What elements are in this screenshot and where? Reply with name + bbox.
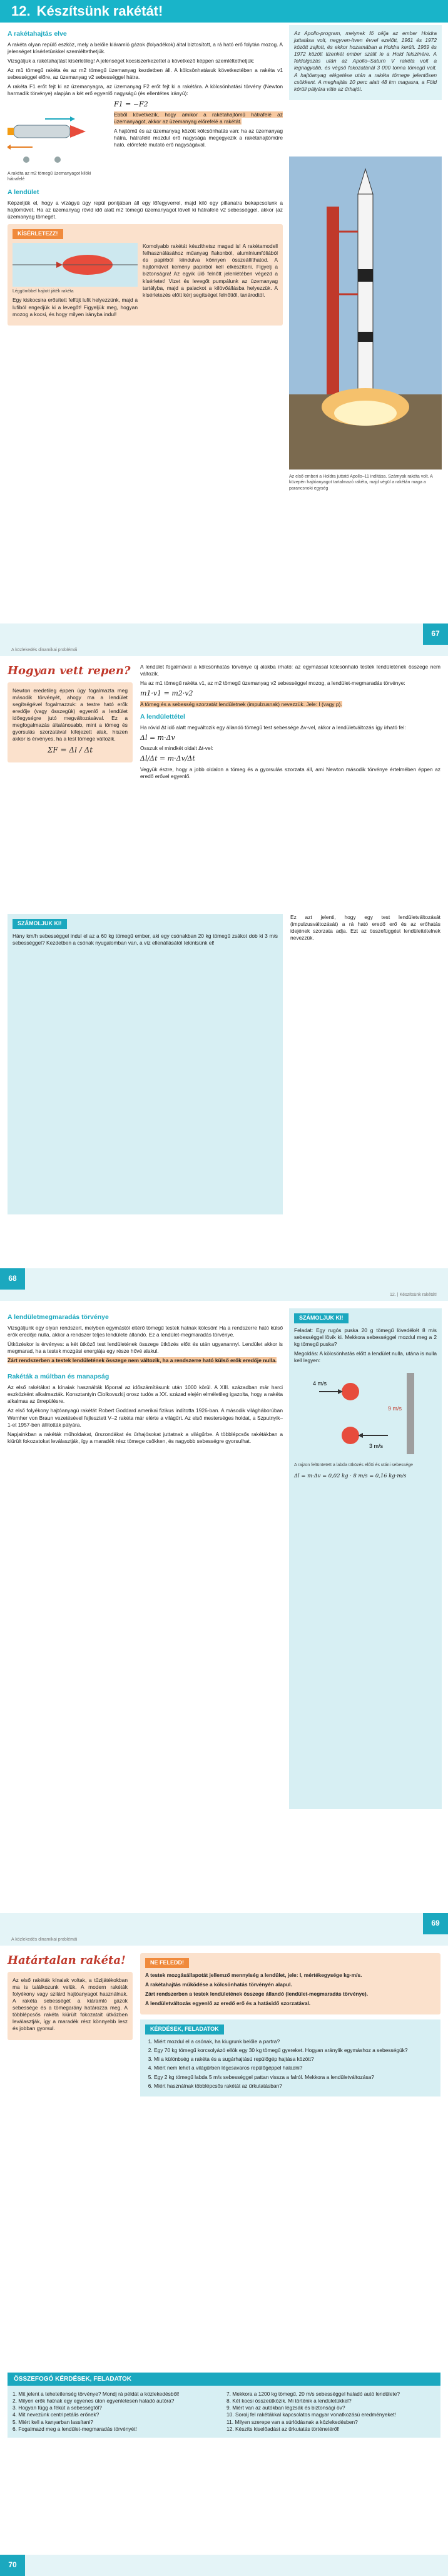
velocity-label: 9 m/s (388, 1405, 402, 1412)
footer-bar (0, 623, 423, 645)
sidebar-text: Az Apollo-program, melynek fő célja az ember Holdra juttatása volt, negyven-itven évvel ezelőtt, 1961 és 1972 között zajlott, és ekkor hozamában a Holdra került. 1969 és 1972 között tizenkét ember szállt le a Hold felszínére. A feldolgozás után az Apollo–Saturn V rakéta volt a legnagyobb, és végső fokozatánál 3 000 tonna tömegű volt. A hajtóanyag elégetése után a rakéta tömege jelentősen csökkent. A meghajtás 10 perc alatt 48 km magasra, a Föld körüli pályára vitte az űrhajót. (294, 30, 437, 92)
note-box (140, 1953, 440, 2014)
footer-bar (25, 2555, 448, 2576)
paragraph: Az első rakétákat a kínaiak használták lőporral az időszámításunk után 1000 körül. A XIII. században már harci eszközként alkalmazták. Konsztantyin Ciolkovszkij orosz tudós a XX. század elején elméletileg igazolta, hogy a rakéta alkalmas az űrrepülésre. (8, 1384, 283, 1405)
side-text: Az első rakéták kínaiak voltak, a tűzijátékokban ma is találkozunk velük. A modern rakéták folyékony vagy szilárd hajtóanyagot használnak. A rakéta sebességét a kiáramló gázok sebessége és a tömegarány határozza meg. A többlépcsős rakéta kiürült fokozatait útközben leválasztják, így a maradék rész könnyebb lesz és jobban gyorsul. (13, 1976, 128, 2032)
paragraph: Vegyük észre, hogy a jobb oldalon a tömeg és a gyorsulás szorzata áll, ami Newton második törvénye értelmében éppen az eredő erővel egyenlő. (140, 766, 440, 780)
note-text: A testek mozgásállapotát jellemző mennyiség a lendület, jele: I, mértékegysége kg·m/s. (145, 1971, 362, 1978)
page-68 (0, 645, 448, 1290)
paragraph: Ütközéskor is érvényes: a két ütköző test lendületének összege ütközés előtt és után ugyanannyi. Lendület akkor is megmarad, ha a testek mozgási energiája egy része hővé alakul. (8, 1341, 283, 1355)
questions-box (140, 2019, 440, 2096)
paragraph: A lendület fogalmával a kölcsönhatás törvénye új alakba írható: az egymással kölcsönható testek lendületének összege nem változik. (140, 664, 440, 677)
calc-box (8, 914, 283, 1214)
page-number: 69 (423, 1913, 448, 1934)
section-title: A lendülettétel (140, 712, 185, 721)
note-text: Zárt rendszerben a testek lendületének összege állandó (lendület-megmaradás törvénye). (145, 1991, 369, 1998)
experiment-caption: Léggömbbel hajtott játék rakéta (13, 289, 74, 294)
summary-section (8, 2373, 440, 2438)
question-item: 2. Egy 70 kg tömegű korcsolyázó ellök egy 30 kg tömegű gyereket. Hogyan aránylik egymáshoz a sebességük? (154, 2047, 435, 2054)
paragraph: A rakéta olyan repülő eszköz, mely a belőle kiáramló gázok (folyadékok) által biztosított, a rá ható erő folytán mozog. A jelenséget kísérletünkkel szemléltethetjük. (8, 41, 283, 54)
side-text: Newton eredetileg éppen úgy fogalmazta meg második törvényét, ahogy ma a lendület segítségével fogalmazzuk: a testre ható erők eredője (vagy összegük) egyenlő a lendület időegységre jutó megváltozásával. Ez a megfogalmazás általánosabb, mint a tömeg és gyorsulás szorzatával kifejezett alak, hiszen akkor is érvényes, ha a test tömege változik. (13, 687, 128, 742)
page-number: 68 (0, 1268, 25, 1290)
running-header: 12. | Készítsünk rakétát! (0, 1290, 448, 1301)
question-item: 1. Miért mozdul el a csónak, ha kiugrunk belőle a partra? (154, 2038, 435, 2045)
page-67 (0, 0, 448, 645)
main-column (8, 25, 283, 326)
footer-bar (25, 1268, 448, 1290)
experiment-tag: KÍSÉRLETEZZ! (13, 229, 63, 239)
figure-caption: A rajzon feltüntetett a labda ütközés előtti és utáni sebessége (294, 1463, 413, 1468)
running-header: A közlekedés dinamikai problémái (0, 1934, 448, 1946)
calc-text: Feladat: Egy rugós puska 20 g tömegű lövedékét 8 m/s sebességgel lövik ki. Mekkora sebességgel mozdul meg a 2 kg tömegű puska? (294, 1326, 437, 1348)
equation: F1 = −F2 (114, 100, 148, 108)
paragraph: Az m1 tömegű rakéta és az m2 tömegű üzemanyag kezdetben áll. A kölcsönhatásuk következtében a rakéta v1 sebességgel előre, az üzemanyag v2 sebességgel hátra. (8, 67, 283, 81)
section-title: A rakétahajtás elve (8, 30, 67, 38)
paragraph: Vizsgáljuk a rakétahajtást kísérletileg! A jelenséget kocsiszerkezettel a következő képpen szemléltethetjük: (8, 58, 255, 64)
summary-right: 7. Mekkora a 1200 kg tömegű, 20 m/s sebességgel haladó autó lendülete? 8. Két kocsi összeütközik. Mi történik a lendületükkel? 9. Miért van az autókban légzsák és biztonsági öv? 10. Sorolj fel rakétákkal kapcsolatos magyar vonatkozású eredményeket! 11. Milyen szerepe van a súrlódásnak a közlekedésben? 12. Készíts kiselőadást az űrkutatás történetéről! (227, 2391, 400, 2432)
question-item: 6. Miért használnak többlépcsős rakétát az űrkutatásban? (154, 2083, 435, 2090)
note-text: A rakétahajtás működése a kölcsönhatás törvényén alapul. (145, 1981, 292, 1988)
highlight: Ebből következik, hogy amikor a rakétahajtómű hátrafelé az üzemanyagot, akkor az üzemanyag előrefelé a rakétát. (114, 111, 283, 125)
questions-tag: KÉRDÉSEK, FELADATOK (145, 2024, 224, 2035)
section-title: Rakéták a múltban és manapság (8, 1373, 109, 1381)
calc-equation: Δl = m·Δv = 0,02 kg · 8 m/s = 0,16 kg·m/s (294, 1472, 407, 1479)
question-item: 5. Egy 2 kg tömegű labda 5 m/s sebességgel pattan vissza a falról. Mekkora a lendületváltozása? (154, 2074, 435, 2081)
velocity-label: 3 m/s (369, 1443, 384, 1450)
section-title: A lendületmegmaradás törvénye (8, 1313, 109, 1321)
note-text: A lendületváltozás egyenlő az eredő erő és a hatásidő szorzatával. (145, 2000, 311, 2007)
paragraph: Az első folyékony hajtóanyagú rakétát Robert Goddard amerikai fizikus indította 1926-ban. A második világháborúban Wernher von Braun vezetésével fejlesztett V–2 rakéta már elérte a világűrt. Az első mesterséges holdat, a Szputnyik–1-et 1957-ben állították pályára. (8, 1407, 283, 1428)
main-column (140, 1953, 440, 2096)
side-column (8, 1953, 133, 2040)
calc-side (290, 914, 440, 944)
paragraph (114, 111, 283, 125)
experiment-right (138, 243, 278, 321)
calc-text: Megoldás: A kölcsönhatás előtt a lendület nulla, utána is nulla kell legyen: (294, 1350, 437, 1364)
velocity-label: 4 m/s (313, 1380, 327, 1387)
main-column (8, 1308, 283, 1447)
paragraph: A hajtómű és az üzemanyag között kölcsönhatás van: ha az üzemanyag hátra, hátrafelé mozdul erő nagysága megegyezik a rakétahajtóműre ható, előrefelé mutató erő nagyságával. (114, 128, 283, 148)
paragraph (140, 701, 440, 708)
calc-side-text: Ez azt jelenti, hogy egy test lendületváltozását (impulzusváltozását) a rá ható eredő erő és az erőhatás idejének szorzata adja. Ezt az összefüggést lendülettételnek nevezzük. (290, 914, 440, 942)
question-item: 3. Mi a különbség a rakéta és a sugárhajtású repülőgép hajtása között? (154, 2056, 435, 2063)
apollo-photo (289, 157, 442, 491)
summary-left: 1. Mit jelent a tehetetlenség törvénye? Mondj rá példát a közlekedésből! 2. Milyen erők hatnak egy egyenes úton egyenletesen haladó autóra? 3. Hogyan függ a fékút a sebességtől? 4. Mit nevezünk centripetális erőnek? 5. Miért kell a kanyarban lassítani? 6. Fogalmazd meg a lendület-megmaradás törvényét! (13, 2391, 180, 2432)
running-header: A közlekedés dinamikai problémái (0, 645, 448, 656)
calc-text: Hány km/h sebességgel indul el az a 60 kg tömegű ember, aki egy csónakban 20 kg tömegű zsákot dob ki 3 m/s sebességgel? Kezdetben a csónak nyugalomban van, a víz ellenállásától tekintsünk el! (13, 932, 278, 946)
experiment-left (13, 243, 138, 321)
side-formula: ΣF = Δl / Δt (47, 745, 93, 754)
experiment-row (13, 243, 278, 321)
paragraph: Képzeljük el, hogy a vízágyú úgy repül pontjában áll egy lőfegyverrel, majd kilő egy pillanatra bekapcsolunk a hajtóművet. Ha az üzemanyag rövid idő alatt m2 tömegű üzemanyagot lövell ki hátrafelé v2 sebességgel, akkor (az üzemanyag tömegét. (8, 199, 283, 220)
calc-box (289, 1308, 442, 1809)
note-tag: NE FELEDD! (145, 1958, 189, 1968)
page-number: 67 (423, 623, 448, 645)
sidebar-apollo (289, 25, 442, 100)
handwritten-title: Hogyan vett repen? (8, 664, 131, 677)
chapter-number: 12. (11, 3, 31, 19)
figure-caption: A rakéta az m2 tömegű üzemanyagot kilöki hátrafelé (8, 171, 91, 182)
page-number: 70 (0, 2555, 25, 2576)
side-box (8, 682, 133, 763)
equation: Δl/Δt = m·Δv/Δt (140, 754, 195, 763)
experiment-text: Komolyabb rakétát készíthetsz magad is! A rakétamodell felhasználásához műanyag flakonból, alumíniumfóliából és papírból kiindulva könnyen összeállíthatod. A hajtóművet kemény papírból kell elkészíteni. Figyelj a biztonságra! Az egyik ülő felnőtt jelenlétében végezd a kísérletet! Vizet és levegőt pumpálunk az üzemanyag tartályba, majd a palackot a kilövőállásba helyezzük. A kísérletezés előtt kérj segítséget felnőttől, tanárodtól. (143, 243, 278, 298)
figure-row (8, 100, 283, 183)
paragraph: Ha rövid Δt idő alatt megváltozik egy állandó tömegű test sebessége Δv-vel, akkor a lendületváltozás így írható fel: (140, 724, 406, 731)
side-box (8, 1972, 133, 2040)
balloon-rocket-illustration (13, 243, 138, 287)
questions-list (145, 2038, 435, 2090)
paragraph (8, 1357, 283, 1364)
experiment-box (8, 224, 283, 325)
experiment-text: Egy kiskocsira erősített felfújt lufit helyezzünk, majd a lufiból engedjük ki a levegőt! Figyeljük meg, hogyan mozog a kocsi, és hogy milyen irányba indul! (13, 297, 138, 317)
page-69 (0, 1290, 448, 1934)
main-column (140, 664, 440, 783)
rocket-diagram (8, 100, 108, 169)
equation: m1·v1 = m2·v2 (140, 689, 193, 698)
footer-bar (0, 1913, 423, 1934)
section-title: A lendület (8, 188, 39, 197)
rocket-figure (8, 100, 108, 183)
paragraph: Osszuk el mindkét oldalt Δt-vel: (140, 745, 213, 752)
summary-body (8, 2386, 440, 2438)
paragraph: Ha az m1 tömegű rakéta v1, az m2 tömegű üzemanyag v2 sebességgel mozog, a lendület-megmaradás törvénye: (140, 680, 405, 687)
question-item: 4. Miért nem lehet a világűrben légcsavaros repülőgéppel haladni? (154, 2065, 435, 2071)
paragraph: Napjainkban a rakéták műholdakat, űrszondákat és űrhajósokat juttatnak a világűrbe. A többlépcsős rakétákban a kiürült fokozatokat leválasztják, így a maradék rész tömege csökken, és nagyobb sebességre gyorsulhat. (8, 1430, 283, 1444)
highlight: Zárt rendszerben a testek lendületének összege nem változik, ha a rendszerre ható külső erők eredője nulla. (8, 1357, 277, 1364)
chapter-header (0, 0, 448, 23)
summary-tag: ÖSSZEFOGÓ KÉRDÉSEK, FELADATOK (8, 2373, 440, 2386)
side-column (8, 664, 133, 762)
equation: Δl = m·Δv (140, 733, 175, 742)
paragraph: Vizsgáljunk egy olyan rendszert, melyben egymástól eltérő tömegű testek hatnak kölcsön! Ha a rendszerre ható külső erők eredője nulla, akkor a rendszer teljes lendülete állandó. Ez a lendület-megmaradás törvénye. (8, 1324, 283, 1338)
handwritten-title: Határtalan rakéta! (8, 1954, 126, 1967)
paragraph: A rakéta F1 erőt fejt ki az üzemanyagra, az üzemanyag F2 erőt fejt ki a rakétára. A kölcsönhatási törvény (Newton harmadik törvénye) alapján a két erő egyenlő nagyságú (és ellentétes irányú): (8, 83, 283, 97)
calc-tag: SZÁMOLJUK KI! (13, 919, 67, 929)
page-70 (0, 1934, 448, 2576)
highlight: A tömeg és a sebesség szorzatát lendületnek (impulzusnak) nevezzük. Jele: I (vagy p). (140, 700, 342, 707)
apollo-rocket-image (289, 157, 442, 470)
ball-collision-diagram (294, 1367, 437, 1460)
chapter-title: Készítsünk rakétát! (36, 3, 163, 19)
equation-block (108, 100, 283, 183)
photo-caption: Az első emberi a Holdra juttató Apollo–11 indítása. Szárnyak rakéta volt. A közepén hajtóanyagot tartalmazó rakéta, majd végül a rakétán maga a parancsnoki egység (289, 475, 433, 491)
calc-tag: SZÁMOLJUK KI! (294, 1313, 349, 1323)
